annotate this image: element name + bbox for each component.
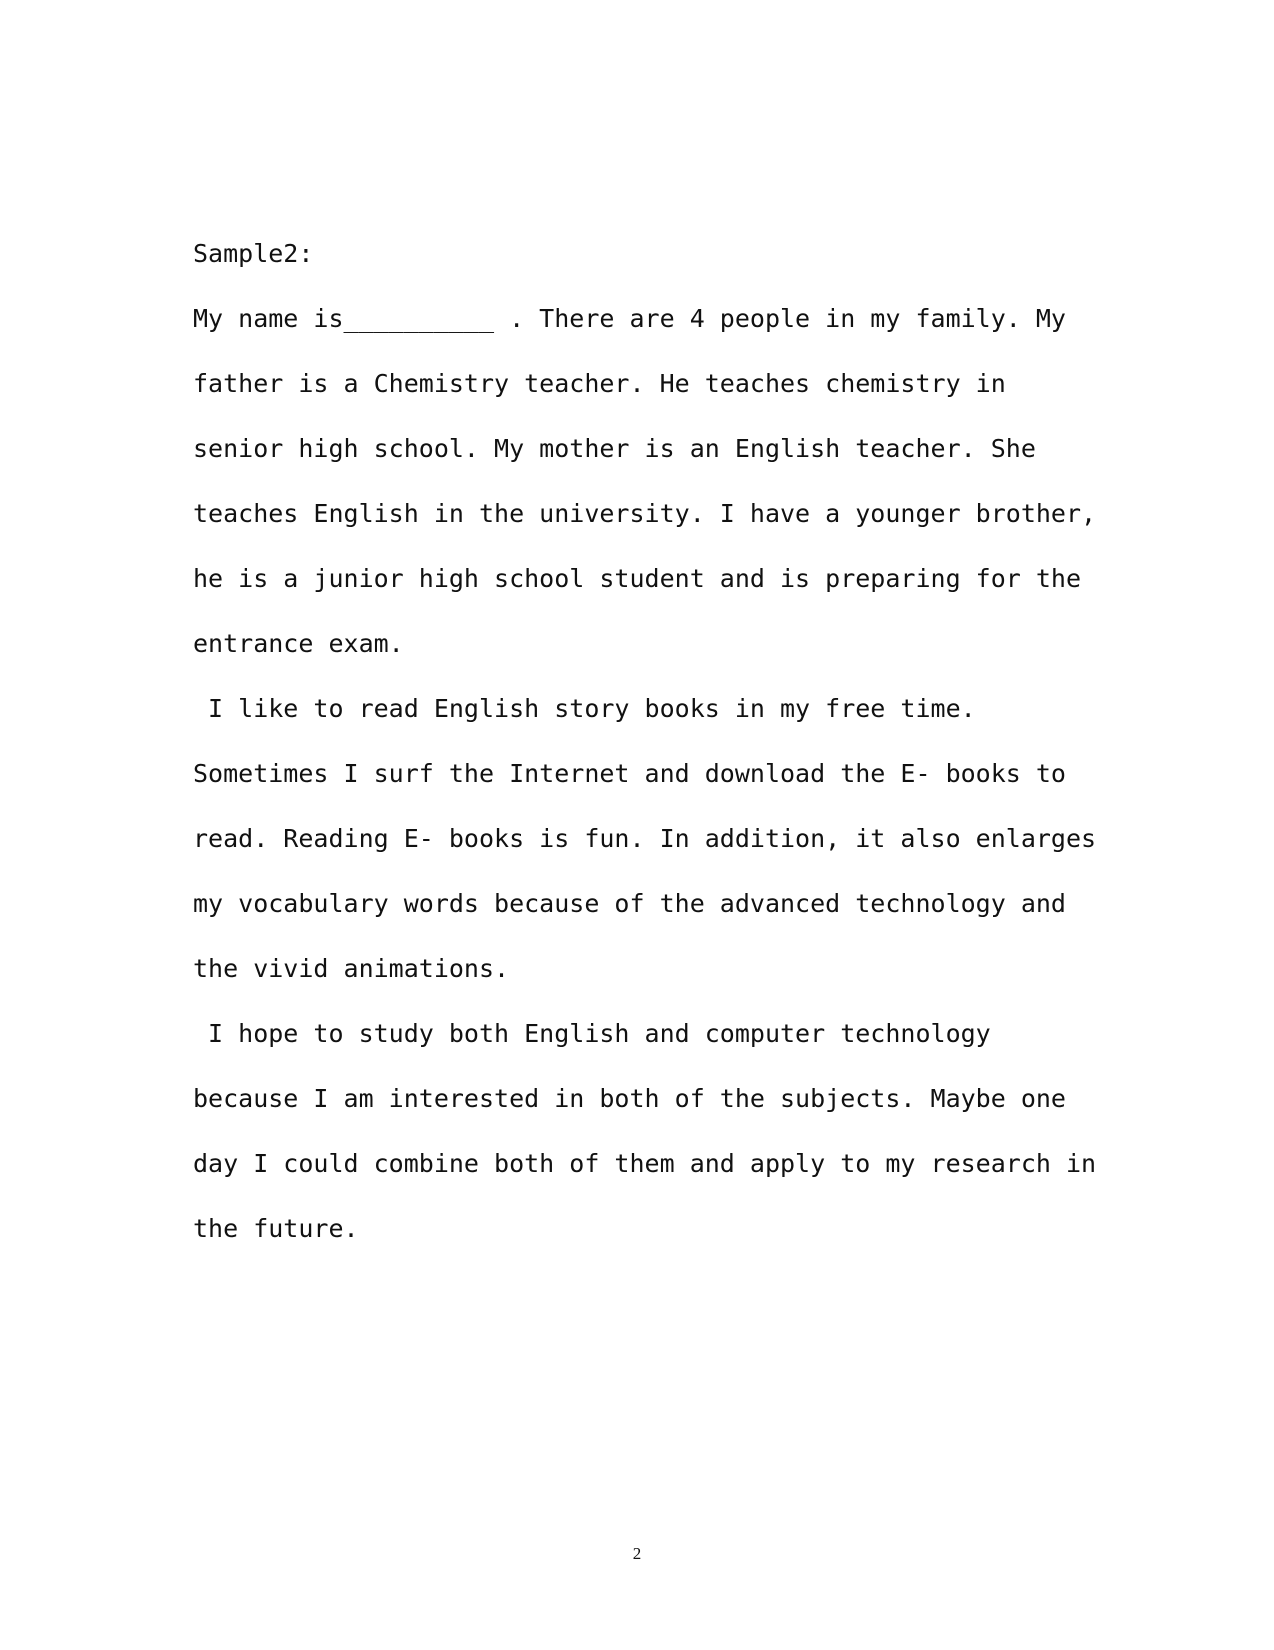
paragraph-line: teaches English in the university. I have a younger brother, (193, 499, 1097, 528)
paragraph-line: I hope to study both English and computer technology (193, 1019, 991, 1048)
paragraph-line: read. Reading E- books is fun. In addition, it also enlarges (193, 824, 1097, 853)
page-number: 2 (632, 1544, 642, 1563)
paragraph-line: he is a junior high school student and is preparing for the (193, 564, 1082, 593)
paragraph-line: I like to read English story books in my free time. (193, 694, 976, 723)
paragraph-line: My name is__________ . There are 4 people in my family. My (193, 304, 1066, 333)
paragraph-line: entrance exam. (193, 629, 404, 658)
paragraph-line: the vivid animations. (193, 954, 510, 983)
paragraph-line: senior high school. My mother is an English teacher. She (193, 434, 1036, 463)
paragraph-line: father is a Chemistry teacher. He teaches chemistry in (193, 369, 1006, 398)
paragraph-line: the future. (193, 1214, 359, 1243)
document-body (193, 234, 1097, 1274)
paragraph-line: my vocabulary words because of the advanced technology and (193, 889, 1066, 918)
sample-heading: Sample2: (193, 239, 314, 268)
paragraph-line: Sometimes I surf the Internet and download the E- books to (193, 759, 1066, 788)
paragraph-line: because I am interested in both of the subjects. Maybe one (193, 1084, 1066, 1113)
paragraph-line: day I could combine both of them and apply to my research in (193, 1149, 1097, 1178)
